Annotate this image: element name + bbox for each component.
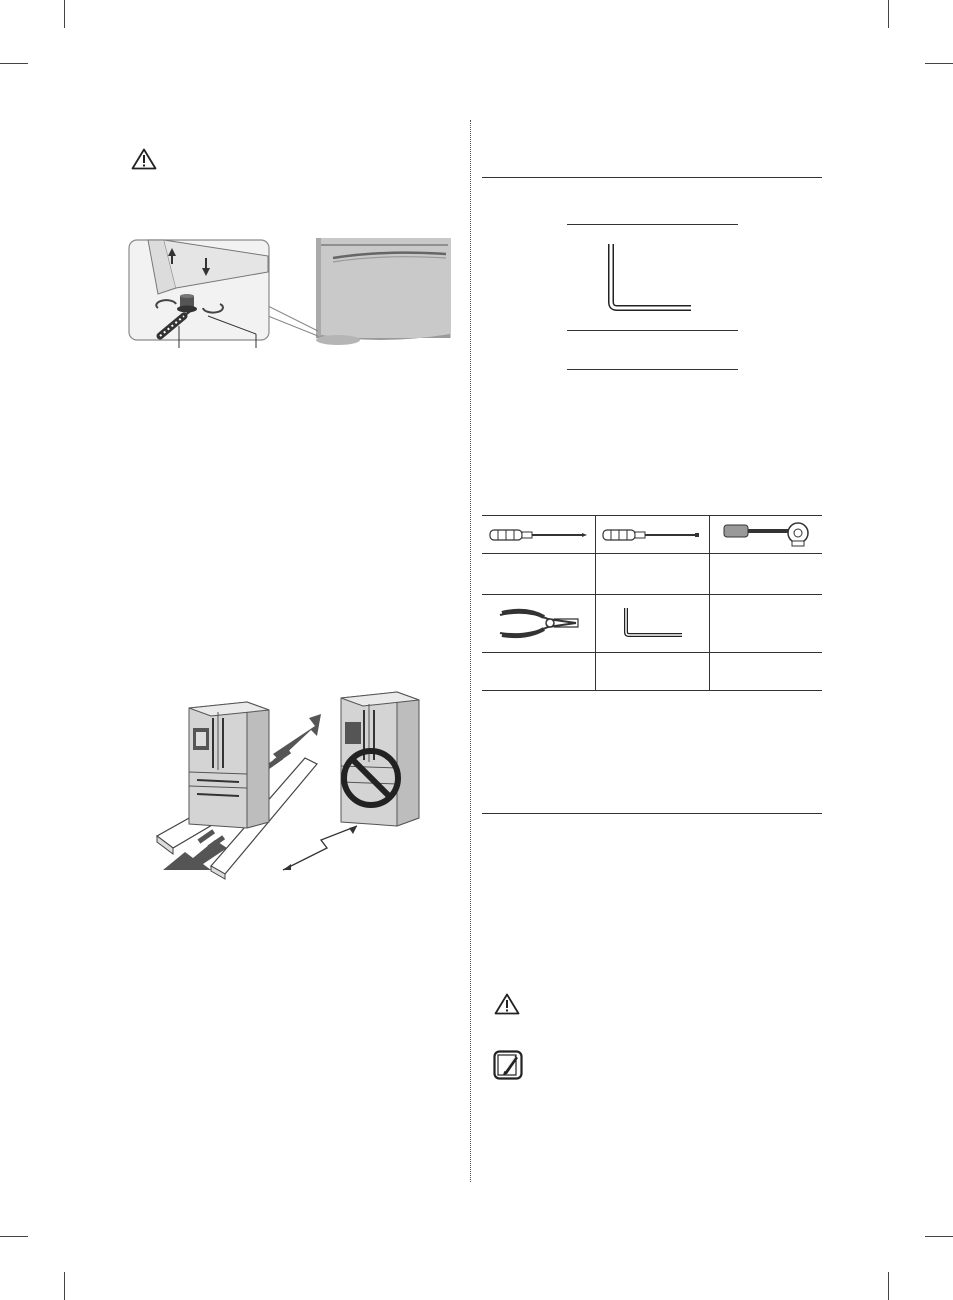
crop-mark <box>888 0 889 28</box>
table-rule <box>482 652 822 653</box>
table-rule <box>482 594 822 595</box>
allen-wrench-icon <box>622 606 684 638</box>
figure-rule <box>567 224 738 225</box>
section-rule <box>482 177 822 178</box>
table-rule <box>482 515 822 516</box>
leveling-leg-adjustment-illustration <box>128 236 453 348</box>
refrigerator-moving-on-boards-illustration <box>155 688 430 883</box>
phillips-screwdriver-icon <box>488 527 588 543</box>
flat-screwdriver-icon <box>601 527 701 543</box>
crop-mark <box>925 63 953 64</box>
socket-wrench-icon <box>722 521 817 547</box>
crop-mark <box>925 1236 953 1237</box>
section-rule <box>482 813 822 814</box>
pliers-icon <box>496 607 582 639</box>
crop-mark <box>888 1272 889 1300</box>
figure-rule <box>567 330 738 331</box>
note-pencil-icon <box>493 1050 523 1080</box>
table-column-rule <box>595 515 596 691</box>
figure-rule <box>567 369 738 370</box>
crop-mark <box>0 63 28 64</box>
table-rule <box>482 690 822 691</box>
table-rule <box>482 553 822 554</box>
warning-triangle-icon <box>131 148 157 170</box>
crop-mark <box>64 0 65 28</box>
tools-table <box>482 515 822 691</box>
column-divider <box>470 120 471 1182</box>
warning-triangle-icon <box>494 993 520 1015</box>
crop-mark <box>64 1272 65 1300</box>
crop-mark <box>0 1236 28 1237</box>
allen-wrench-illustration <box>605 240 695 312</box>
table-column-rule <box>709 515 710 691</box>
